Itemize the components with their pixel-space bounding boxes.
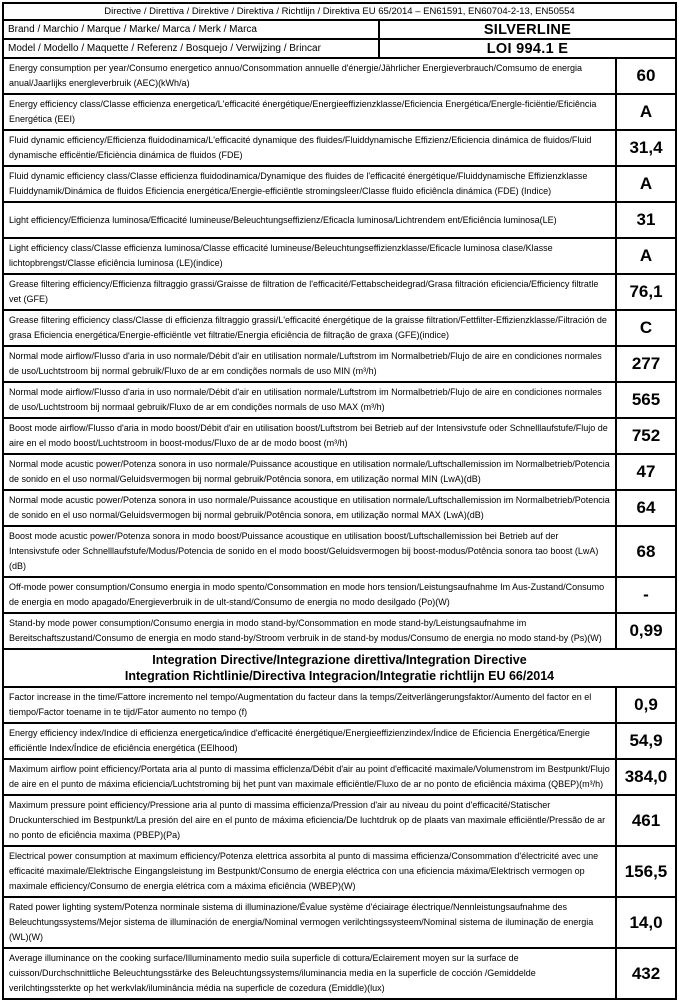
spec-label: Grease filtering efficiency/Efficienza filtraggio grassi/Graisse de filtration de l'efficacité/Fettabscheidegrad/Grasa filtración eficiencia/Efficiency filtratle vet (GFE) (9, 279, 599, 304)
spec-value: A (615, 239, 675, 273)
spec-value: 31 (615, 203, 675, 237)
spec-value: 64 (615, 491, 675, 525)
spec-value: 461 (615, 796, 675, 845)
spec-value: 54,9 (615, 724, 675, 758)
spec-label: Maximum airflow point efficiency/Portata aria al punto di massima efficlenza/Débit d'air au point d'efficacité maximale/Volumenstrom im Bestpunkt/Flujo de aire en el punto de máxima eficiencia/Luchtstroming bij het punt van maximale efficiëntle/Fluxo de ar no ponto de eficiência máxima (QBEP)(m³/h) (9, 764, 610, 789)
spec-value: C (615, 311, 675, 345)
spec-value: 277 (615, 347, 675, 381)
integration-title-line1: Integration Directive/Integrazione direttiva/Integration Directive (152, 653, 527, 667)
spec-value: 60 (615, 59, 675, 93)
spec-label: Stand-by mode power consumption/Consumo energia in modo stand-by/Consommation en mode stand-by/Leistungsaufnahme im Bereitschaftszustand/Consumo de energia en modo stand-by/Stroom verbruik in de stand-by modus/Consumo de energia no modo stand-by (Ps)(W) (9, 618, 602, 643)
spec-value: 0,99 (615, 614, 675, 648)
directive-text: Directive / Direttiva / Direktive / Direktiva / Richtlijn / Direktiva EU 65/2014 – EN61591, EN60704-2-13, EN50554 (104, 6, 575, 17)
spec-value: 432 (615, 949, 675, 998)
spec-value: - (615, 578, 675, 612)
spec-label: Off-mode power consumption/Consumo energia in modo spento/Consommation en mode hors tension/Leistungsaufnahme Im Aus-Zustand/Consumo de energia en modo apagado/Energieverbruik in de ult-stand/Consumo de energia no modo desilgado (Po)(W) (9, 582, 605, 607)
spec-label: Rated power lighting system/Potenza norminale sistema di illuminazione/Évalue système d'éciairage électrique/Nennleistungsaufnahme des Beleuchtungssystems/Mejor sistema de illuminación de energia/Nominal vermogen verilchtingssysteem/Nominal sistema de iluminação de energia (WL)(W) (9, 902, 594, 942)
spec-label: Normal mode airflow/Flusso d'aria in uso normale/Débit d'air en utilisation normale/Luftstrom im Normalbetrieb/Flujo de aire en condiciones normales de uso/Luchtstroom bij normaal gebruik/Fluxo de ar em condições normals de uso MAX (m³/h) (9, 387, 602, 412)
spec-label: Fluid dynamic efficiency class/Classe efficienza fluidodinamica/Dynamique des fluides de l'efficacité énergétique/Fluiddynamische Effizienzklasse Fluiddynamik/Dinámica de fluidos Eficiencia energética/Energie-efficiëntle stromingsleer/Classe fluido eficiêncla dinámica (FDE) (Indice) (9, 171, 588, 196)
spec-label: Energy efficiency index/Indice di efficienza energetica/indice d'efficacité énergétique/Energieeffizienzindex/Índice de Eficiencia Energética/Energie efficiëntle Index/Índice de eficiência energética (EElhood) (9, 728, 590, 753)
brand-value: SILVERLINE (378, 21, 675, 38)
section1-rows (4, 57, 675, 648)
spec-label: Light efficiency class/Classe efficienza luminosa/Classe efficacité lumineuse/Beleuchtungseffizienzklasse/Eficacle luminosa clase/Klasse lichtopbrengst/Classe eficiência luminosa (LE)(indice) (9, 243, 553, 268)
spec-label: Normal mode acustic power/Potenza sonora in uso normale/Puissance acoustique en utilisation normale/Luftschallemission im Normalbetrieb/Potencia de sonido en el uso normal/Geluidsvermogen bij normal gebruik/Potência sonora, em utilização normal MAX (LwA)(dB) (9, 495, 610, 520)
spec-label: Maximum pressure point efficiency/Pressione aria al punto di massima efficienza/Pression d'air au niveau du point d'efficacité/Statischer Druckunterschied im Bestpunkt/La presión del aire en el punto de máxima eficiencia/De luchtdruk op de plaats van maximale efficiëntle/Pressão de ar no ponto de eficiência maxima (PBEP)(Pa) (9, 800, 606, 840)
spec-label: Factor increase in the time/Fattore incremento nel tempo/Augmentation du facteur dans la temps/Zeitverlängerungsfaktor/Aumento del factor en el tiempo/Factor toename in te tijd/Fator aumento no tempo (f) (9, 692, 592, 717)
spec-label: Boost mode acustic power/Potenza sonora in modo boost/Puissance acoustique en utilisation boost/Luftschallemission bei Betrieb auf der Intensivstufe oder Schnelllaufstufe/Modus/Potencia de sonido en el modo boost/Geluidsvermogen bij boost-modus/Potência sonora tao boost (LwA)(dB) (9, 531, 599, 571)
spec-row (4, 845, 675, 896)
spec-label: Fluid dynamic efficiency/Efficienza fluidodinamica/L'efficacité dynamique des fluides/Fluiddynamische Effizienz/Eficiencia dinámica de fluidos/Fluid dynamische efficëntie/Eficiència dinámica de fluidos (FDE) (9, 135, 592, 160)
spec-row (4, 201, 675, 237)
spec-value: 76,1 (615, 275, 675, 309)
spec-value: 752 (615, 419, 675, 453)
spec-label: Energy consumption per year/Consumo energetico annuo/Consommation annuelle d'énergie/Jährlicher Energieverbrauch/Comsumo de energia anual/JaarIijks energleverbruik (AEC)(kWh/a) (9, 63, 583, 88)
brand-label: Brand / Marchio / Marque / Marke/ Marca / Merk / Marca (8, 24, 257, 35)
spec-label: Boost mode airflow/Flusso d'aria in modo boost/Débit d'air en utilisation boost/Luftstrom bei Betrieb auf der Intensivstufe oder Schnelllaufstufe/Flujo de aire en el modo boost/Luchtstroom in boost-modus/Fluxo de ar de modo boost (m³/h) (9, 423, 608, 448)
spec-row (4, 794, 675, 845)
spec-row (4, 309, 675, 345)
spec-row (4, 165, 675, 201)
spec-row (4, 758, 675, 794)
spec-row (4, 576, 675, 612)
spec-row (4, 345, 675, 381)
spec-value: 14,0 (615, 898, 675, 947)
spec-row (4, 237, 675, 273)
spec-row (4, 947, 675, 998)
spec-row (4, 612, 675, 648)
spec-row (4, 57, 675, 93)
spec-value: 156,5 (615, 847, 675, 896)
section2-rows (4, 686, 675, 998)
spec-row (4, 273, 675, 309)
energy-spec-table (2, 2, 677, 1000)
spec-row (4, 686, 675, 722)
integration-title-line2: Integration Richtlinie/Directiva Integracion/Integratie richtlijn EU 66/2014 (124, 669, 555, 683)
model-row (4, 38, 675, 57)
spec-value: 68 (615, 527, 675, 576)
spec-row (4, 93, 675, 129)
brand-row (4, 19, 675, 38)
spec-value: A (615, 95, 675, 129)
spec-label: Average illuminance on the cooking surface/Illuminamento medio suila superficle di cottura/Eclairement moyen sur la surface de cuisson/Durchschnittliche Beleuchtungsstärke des Beleuchtungssystems/iluminancia media en la superficle de cocción /Gemiddelde verilchtingssterkte op het werkvlak/iluminância média na superficle de cozedura (Emiddle)(lux) (9, 953, 536, 993)
integration-directive-header (4, 648, 675, 686)
spec-row (4, 417, 675, 453)
spec-value: 565 (615, 383, 675, 417)
spec-label: Electrical power consumption at maximum efficiency/Potenza elettrica assorbita al punto di massima efficienza/Consommation d'électricité avec une efficacité maximale/Elektrische Eingangsleistung im Bestpunkt/Consumo de energia eléctrica con una eficiencia máxima/Elektrisch vermogen op maximale efficiency/Consumo de energia elétrica com a máxima eficiência (WBEP)(W) (9, 851, 599, 891)
spec-row (4, 722, 675, 758)
model-label: Model / Modello / Maquette / Referenz / Bosquejo / Verwijzing / Brincar (8, 43, 321, 54)
spec-label: Light efficiency/Efficienza luminosa/Efficacité lumineuse/Beleuchtungseffizienz/Eficacla luminosa/Lichtrendem ent/Eficiência luminosa(LE) (9, 214, 557, 225)
directive-row (4, 4, 675, 19)
spec-row (4, 129, 675, 165)
model-value: LOI 994.1 E (378, 40, 675, 57)
spec-row (4, 525, 675, 576)
spec-row (4, 489, 675, 525)
spec-row (4, 453, 675, 489)
spec-value: 384,0 (615, 760, 675, 794)
spec-label: Grease filtering efficiency class/Classe di efficienza filtraggio grassi/L'efficacité énergétique de la graisse filtration/Fettfilter-Effizienzklasse/Filtración de grasa Eficiencia energética/Energie-efficiëntle vet filtratie/Energia eficiência de filtração de graxa (GFE)(indice) (9, 315, 607, 340)
spec-label: Energy efficiency class/Classe efficienza energetica/L'efficacité énergétique/Energieeffizienzklasse/Eficiencia Energética/Energle-ficiëntie/Eficiência Energética (EEI) (9, 99, 597, 124)
spec-value: A (615, 167, 675, 201)
spec-row (4, 896, 675, 947)
spec-value: 31,4 (615, 131, 675, 165)
spec-label: Normal mode airflow/Flusso d'aria in uso normale/Débit d'air en utilisation normale/Luftstrom im Normalbetrieb/Flujo de aire en condiciones normales de uso/Luchtstroom bij normal gebruik/Fluxo de ar em condições normals de uso MIN (m³/h) (9, 351, 602, 376)
spec-value: 0,9 (615, 688, 675, 722)
spec-row (4, 381, 675, 417)
spec-label: Normal mode acustic power/Potenza sonora in uso normale/Puissance acoustique en utilisation normale/Luftschallemission im Normalbetrieb/Potencia de sonido en el uso normal/Geluidsvermogen bij normal gebruik/Potência sonora, em utilização normal MIN (LwA)(dB) (9, 459, 610, 484)
spec-value: 47 (615, 455, 675, 489)
